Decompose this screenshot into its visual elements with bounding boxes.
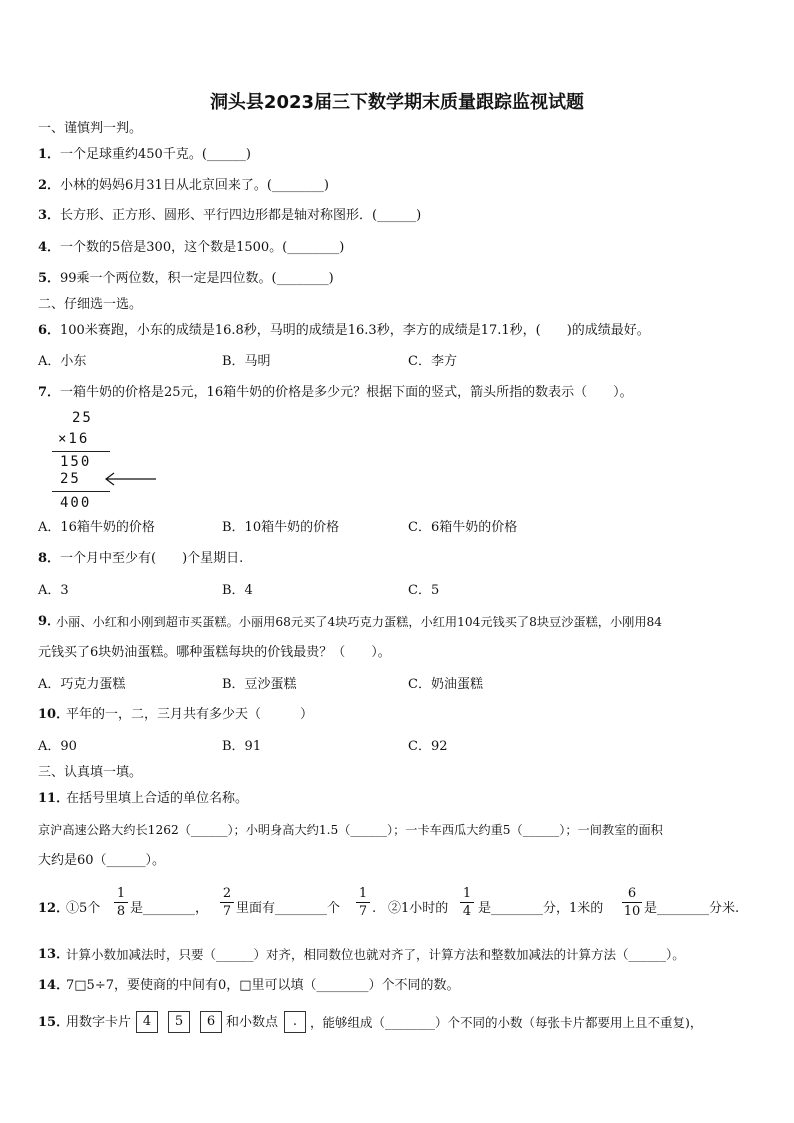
calc-product: 400 xyxy=(60,495,92,511)
fraction-numerator: 1 xyxy=(116,886,126,901)
calc-partial-product-1: 150 xyxy=(60,454,92,470)
fraction-denominator: 8 xyxy=(116,904,126,919)
question-7-option-a: A．16箱牛奶的价格 xyxy=(38,520,155,535)
question-2-text: 小林的妈妈6月31日从北京回来了。(________) xyxy=(60,178,329,193)
question-11-text: 在括号里填上合适的单位名称。 xyxy=(66,791,249,806)
question-7-option-c: C．6箱牛奶的价格 xyxy=(408,520,518,535)
question-9-option-a: A．巧克力蛋糕 xyxy=(38,677,126,692)
fraction-numerator: 6 xyxy=(627,886,637,901)
question-12-part-3: 里面有________个 xyxy=(236,901,341,916)
question-5-number: 5． xyxy=(38,271,61,286)
question-15-part-2: 和小数点 xyxy=(226,1015,279,1030)
question-11-line-1: 京沪高速公路大约长1262（______）；小明身高大约1.5（______）；一卡车西瓜大约重5（______）；一间教室的面积 xyxy=(38,823,663,837)
question-1-text: 一个足球重约450千克。(______) xyxy=(60,147,251,162)
question-12-part-4: . xyxy=(372,901,377,916)
fraction-6-10 xyxy=(622,886,642,919)
question-11-number: 11． xyxy=(38,791,70,806)
question-7-number: 7． xyxy=(38,385,61,400)
question-12-part-7: 是________分米. xyxy=(644,901,740,916)
question-6-number: 6． xyxy=(38,323,61,338)
question-4-text: 一个数的5倍是300，这个数是1500。(________) xyxy=(60,240,345,255)
decimal-point-card: . xyxy=(284,1011,306,1033)
question-13-text: 计算小数加减法时，只要（______）对齐，相同数位也就对齐了，计算方法和整数加减法的计算方法（______）。 xyxy=(66,947,685,962)
fraction-denominator: 10 xyxy=(623,904,641,919)
question-8-number: 8． xyxy=(38,551,61,566)
question-9-number: 9． xyxy=(38,614,61,629)
fraction-2-7 xyxy=(220,886,234,919)
fraction-denominator: 7 xyxy=(358,904,368,919)
question-9-text-line-2: 元钱买了6块奶油蛋糕。哪种蛋糕每块的价钱最贵？（ ）。 xyxy=(38,645,391,660)
section-heading-2: 二、仔细选一选。 xyxy=(38,297,143,312)
fraction-denominator: 4 xyxy=(462,904,472,919)
question-5-text: 99乘一个两位数，积一定是四位数。(________) xyxy=(60,271,334,286)
question-2-number: 2． xyxy=(38,178,61,193)
question-15-number: 15． xyxy=(38,1015,70,1030)
question-1-number: 1． xyxy=(38,147,61,162)
question-10-option-b: B．91 xyxy=(222,739,262,754)
fraction-numerator: 1 xyxy=(462,886,472,901)
question-12-part-1: ①5个 xyxy=(66,901,101,916)
question-14-text: 7□5÷7，要使商的中间有0，□里可以填（________）个不同的数。 xyxy=(66,978,460,993)
question-12-part-6: 是________分，1米的 xyxy=(478,901,604,916)
question-6-option-b: B．马明 xyxy=(222,354,271,369)
question-8-option-c: C．5 xyxy=(408,583,440,598)
fraction-denominator: 7 xyxy=(222,904,232,919)
question-8-option-a: A．3 xyxy=(38,583,69,598)
digit-card-4: 4 xyxy=(136,1011,158,1033)
question-9-option-b: B．豆沙蛋糕 xyxy=(222,677,297,692)
question-3-number: 3． xyxy=(38,208,61,223)
question-15-part-1: 用数字卡片 xyxy=(66,1015,132,1030)
question-6-option-c: C．李方 xyxy=(408,354,457,369)
arrow-left-icon xyxy=(100,471,160,487)
page-title: 洞头县2023届三下数学期末质量跟踪监视试题 xyxy=(209,92,585,113)
fraction-numerator: 1 xyxy=(358,886,368,901)
question-8-option-b: B．4 xyxy=(222,583,253,598)
question-9-option-c: C．奶油蛋糕 xyxy=(408,677,483,692)
question-8-text: 一个月中至少有( )个星期日. xyxy=(60,551,244,566)
question-7-option-b: B．10箱牛奶的价格 xyxy=(222,520,340,535)
question-13-number: 13． xyxy=(38,947,70,962)
question-6-option-a: A．小东 xyxy=(38,354,87,369)
calc-divider-1 xyxy=(52,451,110,452)
question-15-part-3: ，能够组成（________）个不同的小数（每张卡片都要用上且不重复)， xyxy=(310,1015,703,1030)
question-10-option-c: C．92 xyxy=(408,739,448,754)
question-10-number: 10． xyxy=(38,707,70,722)
section-heading-1: 一、谨慎判一判。 xyxy=(38,121,143,136)
section-heading-3: 三、认真填一填。 xyxy=(38,765,143,780)
question-10-text: 平年的一，二，三月共有多少天（ ） xyxy=(66,707,314,722)
question-10-option-a: A．90 xyxy=(38,739,77,754)
question-12-part-2: 是________， xyxy=(130,901,209,916)
question-9-text-line-1: 小丽、小红和小刚到超市买蛋糕。小丽用68元买了4块巧克力蛋糕，小红用104元钱买了8块豆沙蛋糕，小刚用84 xyxy=(56,615,663,629)
question-12-part-5: ②1小时的 xyxy=(388,901,449,916)
fraction-1-7 xyxy=(356,886,370,919)
question-3-text: 长方形、正方形、圆形、平行四边形都是轴对称图形．(______) xyxy=(60,208,422,223)
question-6-text: 100米赛跑，小东的成绩是16.8秒，马明的成绩是16.3秒，李方的成绩是17.1秒，( )的成绩最好。 xyxy=(60,323,650,338)
question-11-line-2: 大约是60（______）。 xyxy=(38,853,166,868)
fraction-numerator: 2 xyxy=(222,886,232,901)
calc-multiplicand: 25 xyxy=(72,410,93,426)
calc-divider-2 xyxy=(52,491,110,492)
digit-card-5: 5 xyxy=(168,1011,190,1033)
question-7-text: 一箱牛奶的价格是25元，16箱牛奶的价格是多少元？根据下面的竖式，箭头所指的数表示（ ）。 xyxy=(60,385,633,400)
digit-card-6: 6 xyxy=(200,1011,222,1033)
question-12-number: 12． xyxy=(38,901,70,916)
question-4-number: 4． xyxy=(38,240,61,255)
calc-partial-product-2: 25 xyxy=(60,471,81,487)
fraction-1-8 xyxy=(114,886,128,919)
fraction-1-4 xyxy=(460,886,474,919)
calc-multiplier: ×16 xyxy=(58,431,90,447)
question-14-number: 14． xyxy=(38,978,70,993)
